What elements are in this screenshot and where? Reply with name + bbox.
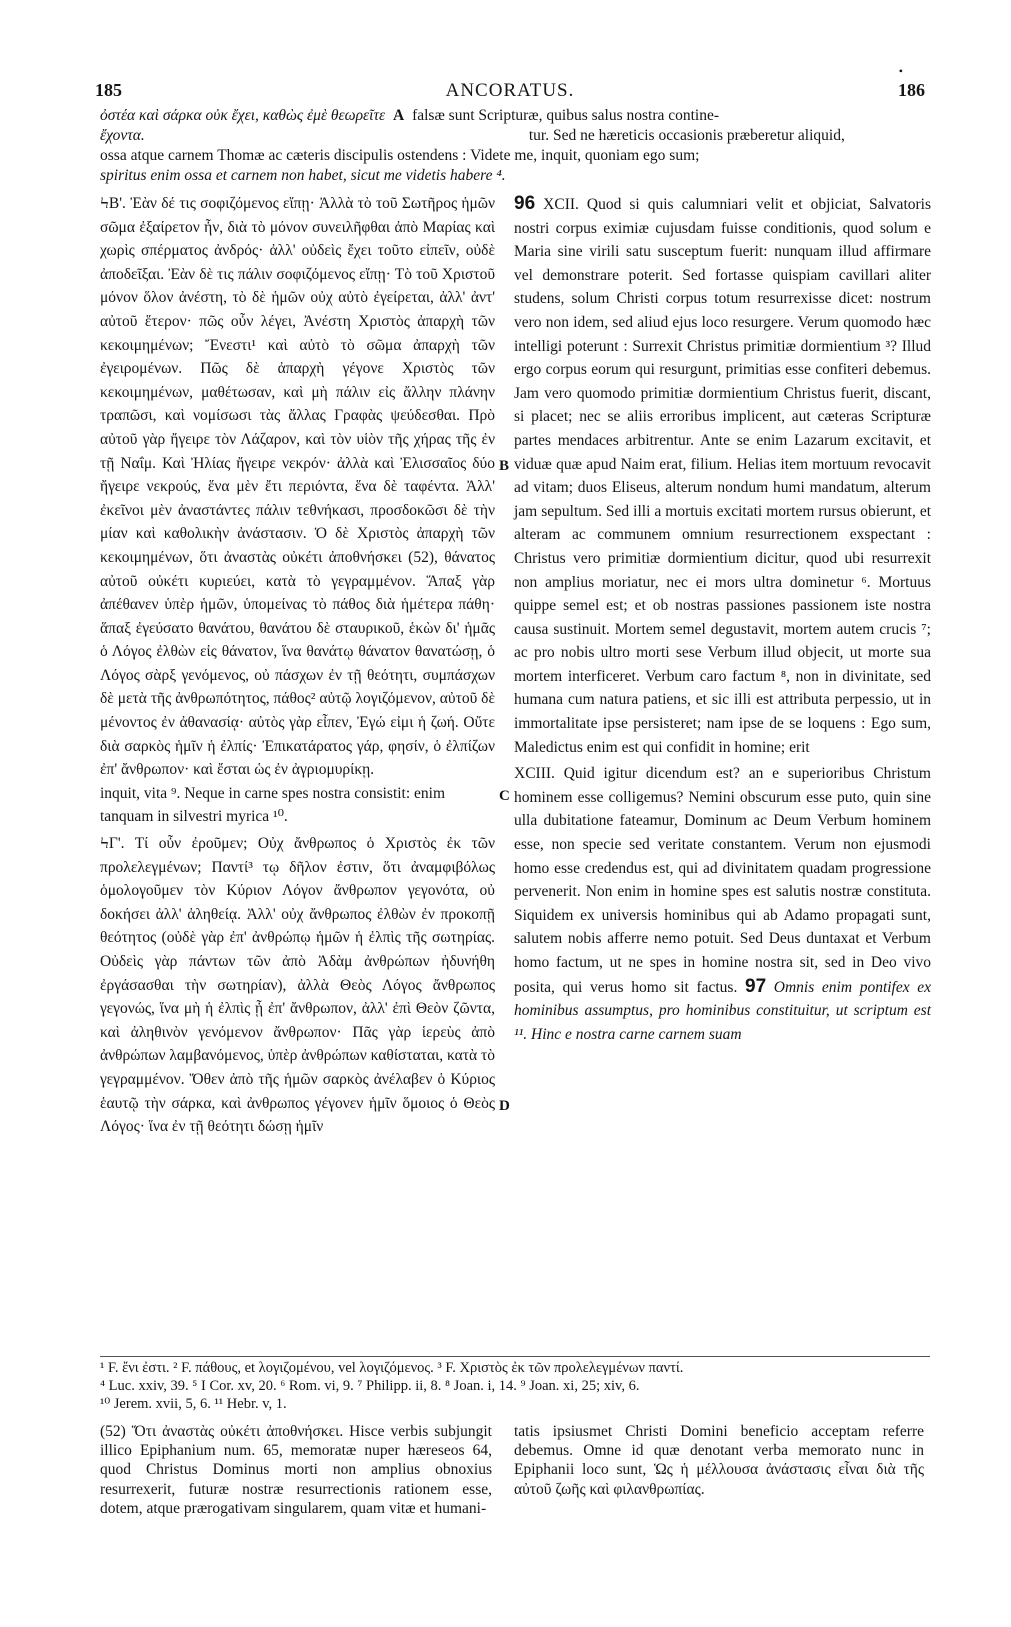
- note-52-left: (52) Ὅτι ἀναστὰς οὐκέτι ἀποθνήσκει. Hisce verbis subjungit illico Epiphanium num. 65, memoratæ nuper hæreseos 64, quod Christus Dominus morti non amplius obnoxius resurrexerit, futuræ nostræ resurrectionis rationem esse, dotem, atque prærogativam singularem, quam vitæ et humani-: [100, 1423, 492, 1517]
- footnote-line-1: ¹ F. ἔνι ἐστι. ² F. πάθους, et λογιζομένου, vel λογιζόμενος. ³ F. Χριστὸς ἐκ τῶν προλελεγμένων παντί.: [100, 1360, 684, 1376]
- running-header: [95, 64, 925, 108]
- top-greek-2: ἔχοντα.: [100, 127, 145, 144]
- footnote-line-3: ¹⁰ Jerem. xvii, 5, 6. ¹¹ Hebr. v, 1.: [100, 1396, 287, 1412]
- note-52-right: tatis ipsiusmet Christi Domini beneficio acceptam referre debemus. Omne id quæ denotant verba memorato nunc in Epiphanii loco sunt, Ὡς ἡ μέλλουσα ἀνάστασις εἶναι διὰ τῆς αὐτοῦ ζωῆς καὶ φιλανθρωπίας.: [514, 1423, 924, 1498]
- margin-marker-c: C: [499, 788, 510, 804]
- latin-column: [514, 192, 931, 1046]
- greek-section-92-tail: inquit, vita ⁹. Neque in carne spes nostra consistit: enim tanquam in silvestri myrica ¹⁰.: [100, 784, 446, 826]
- greek-section-92: ϞΒ'. Ἐὰν δέ τις σοφιζόμενος εἴπῃ· Ἀλλὰ τὸ τοῦ Σωτῆρος ἡμῶν σῶμα ἐξαίρετον ἦν, διὰ τὸ μόνον συνειλῆφθαι ἀπὸ Μαρίας καὶ χωρὶς σπέρματος ἀνδρός· ἀλλ' οὐδεὶς ἔχει τοῦτο εἰπεῖν, οὐδὲ ἀποδεῖξαι. Ἐὰν δὲ τις πάλιν σοφιζόμενος εἴπῃ· Τὸ τοῦ Χριστοῦ μόνον ὅλον ἀνέστη, τὸ δὲ ἡμῶν οὐχ αὐτὸ ἐγείρεται, ἀλλ' ἀντ' αὐτοῦ ἕτερον· πῶς οὖν λέγει, Ἀνέστη Χριστὸς ἀπαρχὴ τῶν κεκοιμημένων; Ἔνεστι¹ καὶ αὐτὸ τὸ σῶμα ἀπαρχὴ τῶν ἐγειρομένων. Πῶς δὲ ἀπαρχὴ γέγονε Χριστὸς τῶν κεκοιμημένων, μαθέτωσαν, καὶ μὴ πάλιν εἰς ἄλλην πλάνην τραπῶσι, καὶ νομίσωσι τὰς ἄλλας Γραφὰς ψεύδεσθαι. Πρὸ αὐτοῦ γὰρ ἤγειρε τὸν Λάζαρον, καὶ τὸν υἱὸν τῆς χήρας τῆς ἐν τῇ Ναΐμ. Καὶ Ἠλίας ἤγειρε νεκρόν· ἀλλὰ καὶ Ἐλισσαῖος δύο ἤγειρε νεκρούς, ἕνα μὲν ἔτι περιόντα, ἕνα δὲ ταφέντα. Ἀλλ' ἐκεῖνοι μὲν ἀναστάντες πάλιν τεθνήκασι, προσδοκῶσι δὲ τὴν μίαν καὶ καθολικὴν ἀνάστασιν. Ὁ δὲ Χριστὸς ἀπαρχὴ τῶν κεκοιμημένων, ὅτι ἀναστὰς οὐκέτι ἀποθνήσκει (52), θάνατος αὐτοῦ οὐκέτι κυριεύει, κατὰ τὸ γεγραμμένον. Ἅπαξ γὰρ ἀπέθανεν ὑπὲρ ἡμῶν, ὑπομείνας τὸ πάθος διὰ ἡμέτερα πάθη· ἅπαξ ἐγεύσατο θανάτου, θανάτου δὲ σταυρικοῦ, ἑκὼν δι' ἡμᾶς ὁ Λόγος ἐλθὼν εἰς θάνατον, ἵνα θανάτῳ θάνατον θανατώσῃ, ὁ Λόγος σὰρξ γενόμενος, οὐ πάσχων ἐν τῇ θεότητι, συμπάσχων δὲ μετὰ τῆς ἀνθρωπότητος, πάθος² αὐτῷ λογιζόμενον, αὐτοῦ δὲ μένοντος ἐν ἀθανασίᾳ· αὐτὸς γὰρ εἶπεν, Ἐγώ εἰμι ἡ ζωή. Οὔτε διὰ σαρκὸς ἡμῖν ἡ ἐλπίς· Ἐπικατάρατος γάρ, φησίν, ὁ ἐλπίζων ἐπ' ἄνθρωπον· καὶ ἔσται ὡς ἐν ἀγριομυρίκῃ.: [100, 195, 495, 779]
- top-latin-1: falsæ sunt Scripturæ, quibus salus nostra contine-: [412, 107, 720, 124]
- page-number-right: 186: [898, 80, 925, 100]
- column-number-96: 96: [514, 193, 536, 214]
- page-title: ANCORATUS.: [445, 80, 575, 101]
- top-line-4: spiritus enim ossa et carnem non habet, sicut me videtis habere ⁴.: [100, 167, 506, 184]
- page-number-left: 185: [95, 80, 122, 100]
- footnote-rule: [100, 1356, 930, 1357]
- header-ornament: •: [898, 64, 903, 78]
- top-line-2: [100, 126, 930, 146]
- top-line-3: ossa atque carnem Thomæ ac cæteris discipulis ostendens : Videte me, inquit, quoniam ego sum;: [100, 147, 700, 164]
- top-latin-2: tur. Sed ne hæreticis occasionis præberetur aliquid,: [528, 127, 845, 144]
- margin-marker-b: B: [499, 458, 510, 474]
- latin-section-92: XCII. Quod si quis calumniari velit et objiciat, Salvatoris nostri corpus eximiæ cujusdam fuisse conditionis, quod solum e Maria sine virili satu susceptum fuerit: nunquam illud affirmare vel demonstrare poterit. Sed fortasse quispiam cavillari aliter studens, solum Christi corpus totum resurrexisse dicet: nostrum vero non idem, sed aliud ejus loco resurgere. Verum quomodo hæc intelligi poterunt : Surrexit Christus primitiæ dormientium ³? Illud ergo corpus eorum qui resurgunt, primitias esse confiteri debemus. Jam vero quomodo primitiæ dormientium Christus fuerit, discant, si placet; nec se aliis erroribus implicent, aut cæteras Scripturæ partes mendaces arbitrentur. Ante se enim Lazarum excitavit, et viduæ quæ apud Naim erat, filium. Helias item mortuum revocavit ad vitam; duos Eliseus, alterum nondum humi mandatum, alterum jam sepultum. Sed illi a mortuis excitati mortem rursus obierunt, et alteram ac communem omnium resurrectionem exspectant : Christus vero primitiæ dormientium dicitur, quod ubi resurrexit non amplius moriatur, nec ei mors ultra dominetur ⁶. Mortuus quippe semel est; et ob nostras passiones passionem iste nostra causa sustinuit. Mortem semel degustavit, mortem autem crucis ⁷; ac pro nobis ultro morti sese Verbum illud objecit, ut morte sua mortem interficeret. Verbum caro factum ⁸, non in divinitate, sed humana cum natura patiens, et sic illi est attributa perpessio, ut in immortalitate ipse persisteret; nam ipse de se loquens : Ego sum, Maledictus enim est qui confidit in homine; erit: [514, 196, 931, 756]
- greek-section-93: ϞΓ'. Τί οὖν ἐροῦμεν; Οὐχ ἄνθρωπος ὁ Χριστὸς ἐκ τῶν προλελεγμένων; Παντί³ τῳ δῆλον ἐστιν, ὅτι ἀναμφιβόλως ὁμολογοῦμεν τὸν Κύριον Λόγον ἄνθρωπον γεγονότα, οὐ δοκήσει ἀλλ' ἀληθείᾳ. Ἀλλ' οὐχ ἄνθρωπος ἐλθὼν ἐν προκοπῇ θεότητος (οὐδὲ γὰρ ἐπ' ἀνθρώπῳ ἡμῶν ἡ ἐλπὶς τῆς σωτηρίας. Οὐδεὶς γὰρ πάντων τῶν ἀπὸ Ἀδὰμ ἀνθρώπων ἠδυνήθη ἐργάσασθαι τὴν σωτηρίαν), ἀλλὰ Θεὸς Λόγος ἄνθρωπος γεγονώς, ἵνα μὴ ἡ ἐλπὶς ᾖ ἐπ' ἄνθρωπον, ἀλλ' ἐπὶ Θεὸν ζῶντα, καὶ ἀληθινὸν γενόμενον ἄνθρωπον· Πᾶς γὰρ ἱερεὺς ἀπὸ ἀνθρώπων λαμβανόμενος, ὑπὲρ ἀνθρώπων καθίσταται, κατὰ τὸ γεγραμμένον. Ὅθεν ἀπὸ τῆς ἡμῶν σαρκὸς ἀνέλαβεν ὁ Κύριος ἑαυτῷ τὴν σάρκα, καὶ ἀνθρωπος γέγονεν ἡμῖν ὅμοιος ὁ Θεὸς Λόγος· ἵνα ἐν τῇ θεότητι δώσῃ ἡμῖν: [100, 835, 495, 1136]
- latin-section-93-end: Omnis enim pontifex ex hominibus assumptus, pro hominibus constituitur, ut scriptum est ¹¹. Hinc e nostra carne carnem suam: [514, 978, 932, 1043]
- greek-column: [100, 192, 495, 1139]
- margin-marker-a: A: [392, 107, 405, 124]
- footnote-line-2: ⁴ Luc. xxiv, 39. ⁵ I Cor. xv, 20. ⁶ Rom. vi, 9. ⁷ Philipp. ii, 8. ⁸ Joan. i, 14. ⁹ Joan. xi, 25; xiv, 6.: [100, 1378, 640, 1394]
- top-greek-1: ὀστέα καὶ σάρκα οὐκ ἔχει, καθὼς ἐμὲ θεωρεῖτε: [100, 107, 386, 124]
- latin-section-93: XCIII. Quid igitur dicendum est? an e superioribus Christum hominem esse colligemus? Nemini obscurum esse puto, quin sine ulla dubitatione fateamur, Dominum ac Deum Verbum hominem esse, non specie sed veritate constantem. Verum non ejusmodi homo esse credendus est, qui ad divinitatem quadam progressione pervenerit. Non enim in homine spes est salutis nostræ constituta. Siquidem ex universis hominibus qui ab Adamo propagati sunt, salutem nobis afferre nemo potuit. Sed Deus duntaxat et Verbum homo factum, ut ne spes in homine nostra sit, sed in Deo vivo posita, qui verus homo sit factus.: [514, 765, 931, 996]
- top-line-1: [100, 106, 930, 126]
- column-number-97: 97: [745, 975, 767, 997]
- margin-marker-d: D: [499, 1098, 510, 1114]
